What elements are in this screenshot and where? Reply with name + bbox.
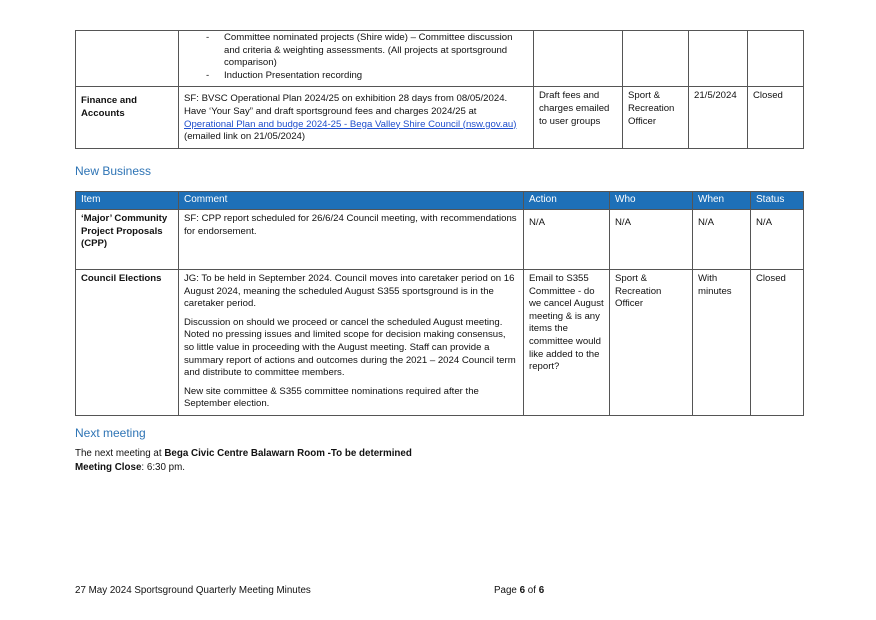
column-header-when: When [693, 192, 751, 210]
meeting-close-label: Meeting Close [75, 462, 142, 473]
cell-action: Draft fees and charges emailed to user groups [534, 87, 623, 149]
cell-who: Sport & Recreation Officer [610, 270, 693, 416]
page-total: 6 [538, 585, 545, 596]
cell-action: N/A [524, 210, 610, 270]
cell-comment [179, 270, 524, 416]
page-current: 6 [519, 585, 526, 596]
column-header-comment: Comment [179, 192, 524, 210]
cell-status-empty [748, 31, 804, 87]
next-meeting-location: Bega Civic Centre Balawarn Room -To be determined [164, 448, 412, 459]
column-header-status: Status [751, 192, 804, 210]
comment-paragraph: Discussion on should we proceed or cancel the scheduled August meeting. Noted no pressing issues and limited scope for decision making consensus, so little value in proceeding with the August meeting. Staff can provide a summary report of actions and outcomes during the 2021 – 2024 Council term and distribute to committee members. [184, 316, 516, 379]
footer-title: 27 May 2024 Sportsground Quarterly Meeting Minutes [75, 585, 311, 596]
cell-item: Council Elections [76, 270, 179, 416]
of-word: of [525, 585, 539, 596]
new-business-heading: New Business [75, 164, 152, 178]
cell-item: Finance and Accounts [76, 87, 179, 149]
column-header-item: Item [76, 192, 179, 210]
bullet-list [184, 32, 528, 82]
table-row [76, 270, 804, 416]
cell-status: N/A [751, 210, 804, 270]
comment-paragraph: SF: CPP report scheduled for 26/6/24 Council meeting, with recommendations for endorsement. [184, 213, 517, 237]
cell-item: ‘Major’ Community Project Proposals (CPP) [76, 210, 179, 270]
cell-when-empty [689, 31, 748, 87]
comment-text: SF: BVSC Operational Plan 2024/25 on exhibition 28 days from 08/05/2024. Have ‘Your Say” and draft sportsground fees and charges 2024/25 at [184, 93, 508, 117]
cell-status: Closed [751, 270, 804, 416]
cell-who: Sport & Recreation Officer [623, 87, 689, 149]
next-meeting-heading: Next meeting [75, 426, 146, 440]
list-item: - Committee nominated projects (Shire wide) – Committee discussion and criteria & weighting assessments. (All projects at sportsground comparison) [206, 32, 528, 70]
meeting-close-time: : 6:30 pm. [141, 462, 185, 473]
cell-comment [179, 210, 524, 270]
new-business-table [75, 191, 804, 416]
cell-who-empty [623, 31, 689, 87]
next-meeting-line [75, 448, 412, 461]
comment-paragraph: JG: To be held in September 2024. Council moves into caretaker period on 16 August 2024, meaning the scheduled August S355 sportsground is in the caretaker period. [184, 273, 515, 310]
cell-comment [179, 31, 534, 87]
comment-paragraph: New site committee & S355 committee nominations required after the September election. [184, 385, 479, 410]
table-row-finance [76, 87, 804, 149]
continued-actions-table [75, 30, 804, 149]
list-item: - Induction Presentation recording [206, 70, 528, 83]
cell-comment [179, 87, 534, 149]
continued-row [76, 31, 804, 87]
cell-status: Closed [748, 87, 804, 149]
cell-action: Email to S355 Committee - do we cancel August meeting & is any items the committee would like added to the report? [524, 270, 610, 416]
next-meeting-intro: The next meeting at [75, 448, 165, 459]
page-number [494, 585, 544, 598]
cell-action-empty [534, 31, 623, 87]
column-header-action: Action [524, 192, 610, 210]
cell-when: N/A [693, 210, 751, 270]
cell-who: N/A [610, 210, 693, 270]
table-row [76, 210, 804, 270]
meeting-close-line [75, 462, 185, 475]
operational-plan-link[interactable]: Operational Plan and budge 2024-25 - Bega Valley Shire Council (nsw.gov.au) [184, 118, 517, 130]
page-word: Page [494, 585, 520, 596]
column-header-who: Who [610, 192, 693, 210]
table-header-row [76, 192, 804, 210]
cell-when: 21/5/2024 [689, 87, 748, 149]
cell-item-empty [76, 31, 179, 87]
cell-when: With minutes [693, 270, 751, 416]
comment-text-tail: (emailed link on 21/05/2024) [184, 131, 306, 143]
